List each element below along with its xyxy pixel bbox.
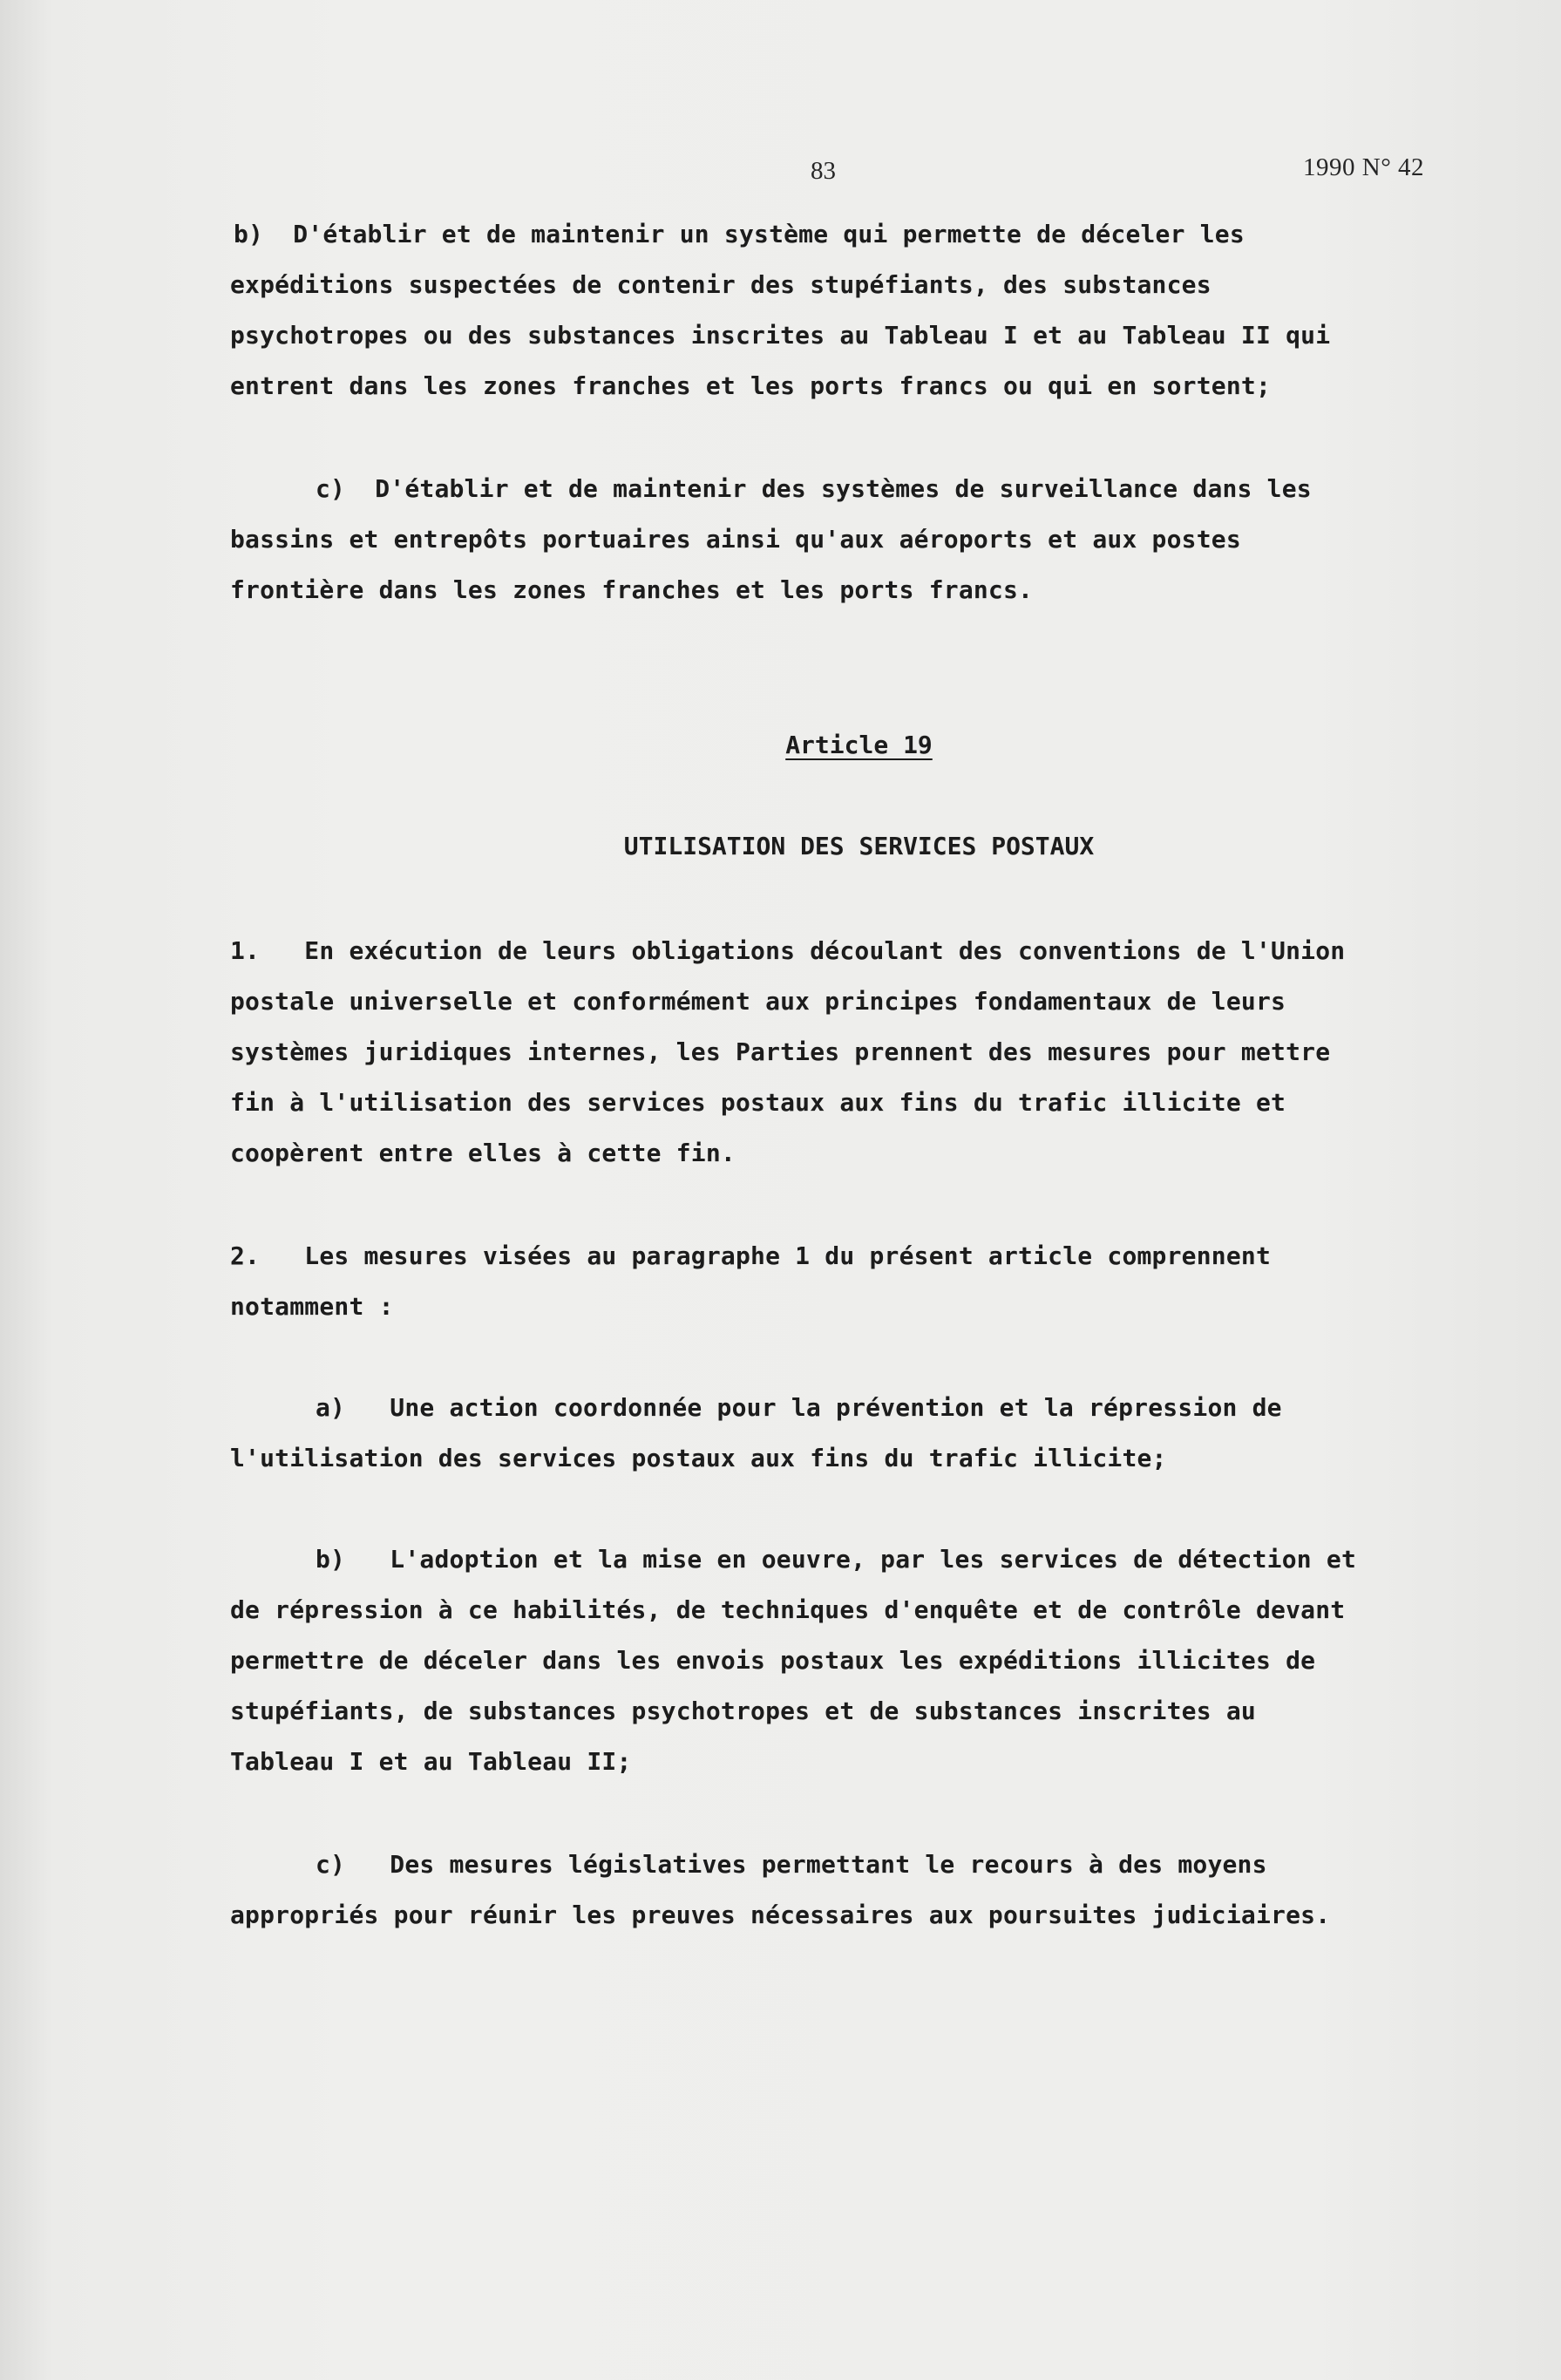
item-b-line-4: stupéfiants, de substances psychotropes et de substances inscrites au [230,1697,1256,1725]
para-2-line-1: 2. Les mesures visées au paragraphe 1 du présent article comprennent [230,1241,1272,1270]
para-1-line-5: coopèrent entre elles à cette fin. [230,1139,736,1167]
item-c-line-2: appropriés pour réunir les preuves nécessaires aux poursuites judiciaires. [230,1901,1331,1929]
item-a-line-2: l'utilisation des services postaux aux fins du trafic illicite; [230,1444,1167,1472]
clause-b-line-4: entrent dans les zones franches et les ports francs ou qui en sortent; [230,371,1272,400]
article-title: UTILISATION DES SERVICES POSTAUX [623,832,1095,860]
clause-c-line-3: frontière dans les zones franches et les ports francs. [230,575,1034,604]
item-a-line-1: a) Une action coordonnée pour la prévention et la répression de [316,1393,1282,1422]
clause-b-line-1: b) D'établir et de maintenir un système qui permette de déceler les [234,220,1245,248]
para-1-line-3: systèmes juridiques internes, les Parties prennent des mesures pour mettre [230,1037,1331,1066]
clause-c-line-2: bassins et entrepôts portuaires ainsi qu'aux aéroports et aux postes [230,525,1241,554]
item-c-line-1: c) Des mesures législatives permettant le recours à des moyens [316,1850,1267,1879]
para-1-line-4: fin à l'utilisation des services postaux aux fins du trafic illicite et [230,1088,1286,1117]
clause-b-line-3: psychotropes ou des substances inscrites au Tableau I et au Tableau II qui [230,321,1331,350]
para-1-line-2: postale universelle et conformément aux principes fondamentaux de leurs [230,987,1286,1016]
page-number: 83 [811,157,836,185]
clause-c-line-1: c) D'établir et de maintenir des systèmes de surveillance dans les [316,474,1312,503]
item-b-line-5: Tableau I et au Tableau II; [230,1747,632,1776]
item-b-line-1: b) L'adoption et la mise en oeuvre, par les services de détection et [316,1545,1357,1574]
article-heading: Article 19 [785,731,933,759]
clause-b-line-2: expéditions suspectées de contenir des stupéfiants, des substances [230,270,1211,299]
para-2-line-2: notamment : [230,1292,394,1321]
document-reference: 1990 N° 42 [1303,153,1425,181]
item-b-line-3: permettre de déceler dans les envois postaux les expéditions illicites de [230,1646,1316,1675]
para-1-line-1: 1. En exécution de leurs obligations découlant des conventions de l'Union [230,936,1346,965]
item-b-line-2: de répression à ce habilités, de techniques d'enquête et de contrôle devant [230,1595,1346,1624]
